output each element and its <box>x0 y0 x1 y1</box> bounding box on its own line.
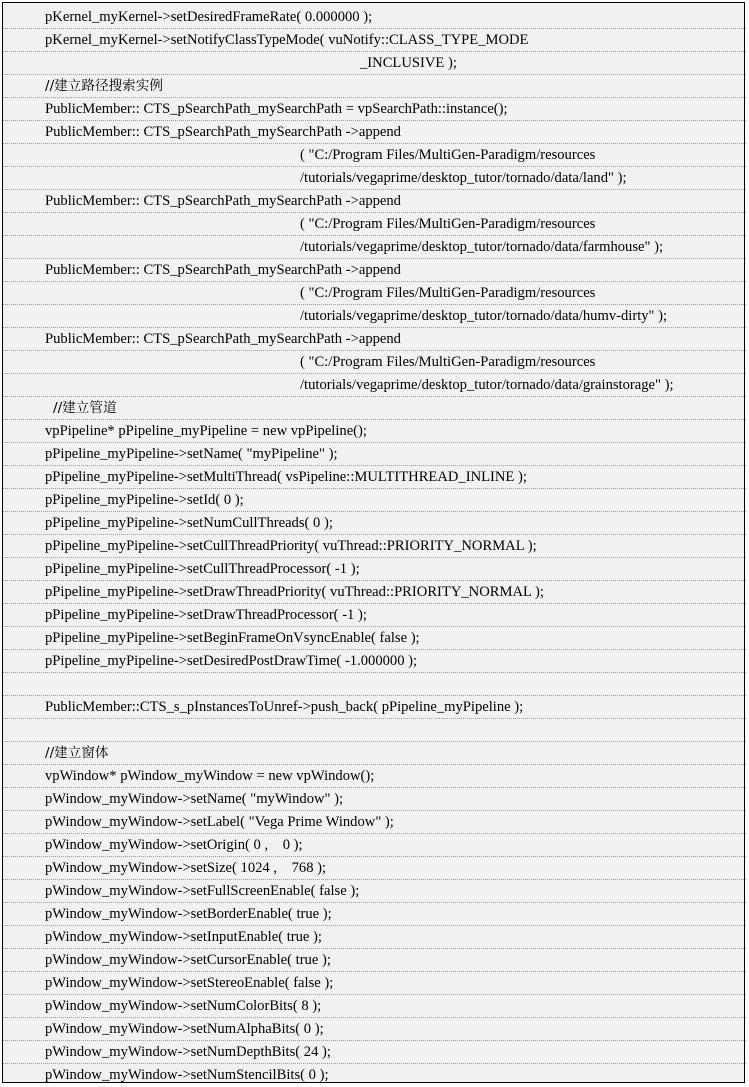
code-line <box>3 259 746 282</box>
code-listing-frame <box>2 2 745 1083</box>
code-line <box>3 765 746 788</box>
code-text: ( "C:/Program Files/MultiGen-Paradigm/resources <box>300 354 596 370</box>
code-text: pWindow_myWindow->setBorderEnable( true ); <box>45 906 332 922</box>
code-line <box>3 581 746 604</box>
code-line <box>3 282 746 305</box>
code-line <box>3 903 746 926</box>
code-line <box>3 673 746 696</box>
code-lines <box>3 6 746 1087</box>
code-text: pWindow_myWindow->setLabel( "Vega Prime Window" ); <box>45 814 394 830</box>
code-line <box>3 6 746 29</box>
code-text: _INCLUSIVE ); <box>360 55 457 71</box>
code-line <box>3 627 746 650</box>
code-line <box>3 788 746 811</box>
code-text: pWindow_myWindow->setOrigin( 0 , 0 ); <box>45 837 303 853</box>
code-text: pWindow_myWindow->setNumDepthBits( 24 ); <box>45 1044 331 1060</box>
code-text: pWindow_myWindow->setFullScreenEnable( false ); <box>45 883 360 899</box>
code-text: pPipeline_myPipeline->setName( "myPipeline" ); <box>45 446 338 462</box>
code-line <box>3 972 746 995</box>
code-text: pPipeline_myPipeline->setDesiredPostDrawTime( -1.000000 ); <box>45 653 418 669</box>
code-comment: //建立窗体 <box>45 745 109 761</box>
code-text: pWindow_myWindow->setCursorEnable( true ); <box>45 952 331 968</box>
code-line <box>3 834 746 857</box>
code-line <box>3 489 746 512</box>
code-text: pWindow_myWindow->setNumColorBits( 8 ); <box>45 998 322 1014</box>
code-line <box>3 949 746 972</box>
code-line <box>3 397 746 420</box>
code-line <box>3 880 746 903</box>
code-line <box>3 144 746 167</box>
code-line <box>3 535 746 558</box>
code-line <box>3 328 746 351</box>
code-line <box>3 995 746 1018</box>
code-line <box>3 857 746 880</box>
code-text: PublicMember:: CTS_pSearchPath_mySearchPath ->append <box>45 193 401 209</box>
code-line <box>3 420 746 443</box>
code-line <box>3 443 746 466</box>
code-line <box>3 811 746 834</box>
code-line <box>3 305 746 328</box>
code-text: /tutorials/vegaprime/desktop_tutor/tornado/data/farmhouse" ); <box>300 239 664 255</box>
code-comment: //建立管道 <box>53 400 117 416</box>
code-text: vpWindow* pWindow_myWindow = new vpWindow(); <box>45 768 375 784</box>
code-text: pKernel_myKernel->setDesiredFrameRate( 0.000000 ); <box>45 9 373 25</box>
code-line <box>3 75 746 98</box>
code-line <box>3 98 746 121</box>
code-line <box>3 696 746 719</box>
code-text: pWindow_myWindow->setNumStencilBits( 0 ); <box>45 1067 329 1083</box>
code-line <box>3 190 746 213</box>
code-line <box>3 1018 746 1041</box>
code-text: pKernel_myKernel->setNotifyClassTypeMode( vuNotify::CLASS_TYPE_MODE <box>45 32 529 48</box>
code-text: pWindow_myWindow->setStereoEnable( false ); <box>45 975 334 991</box>
code-line <box>3 926 746 949</box>
code-text: pPipeline_myPipeline->setCullThreadPriority( vuThread::PRIORITY_NORMAL ); <box>45 538 537 554</box>
code-line <box>3 512 746 535</box>
code-text: /tutorials/vegaprime/desktop_tutor/tornado/data/humv-dirty" ); <box>300 308 668 324</box>
code-line <box>3 558 746 581</box>
code-text: PublicMember:: CTS_pSearchPath_mySearchPath ->append <box>45 262 401 278</box>
code-line <box>3 719 746 742</box>
code-line <box>3 604 746 627</box>
code-line <box>3 650 746 673</box>
code-text: pPipeline_myPipeline->setDrawThreadProcessor( -1 ); <box>45 607 367 623</box>
code-line <box>3 466 746 489</box>
code-line <box>3 29 746 52</box>
code-text: /tutorials/vegaprime/desktop_tutor/tornado/data/grainstorage" ); <box>300 377 674 393</box>
code-text: PublicMember:: CTS_pSearchPath_mySearchPath ->append <box>45 331 401 347</box>
code-text: vpPipeline* pPipeline_myPipeline = new vpPipeline(); <box>45 423 367 439</box>
code-text: PublicMember::CTS_s_pInstancesToUnref->push_back( pPipeline_myPipeline ); <box>45 699 524 715</box>
code-text: pPipeline_myPipeline->setId( 0 ); <box>45 492 244 508</box>
code-line <box>3 236 746 259</box>
code-text: pWindow_myWindow->setNumAlphaBits( 0 ); <box>45 1021 324 1037</box>
code-line <box>3 1064 746 1087</box>
code-text: ( "C:/Program Files/MultiGen-Paradigm/resources <box>300 147 596 163</box>
code-text: PublicMember:: CTS_pSearchPath_mySearchPath = vpSearchPath::instance(); <box>45 101 508 117</box>
code-text: pPipeline_myPipeline->setCullThreadProcessor( -1 ); <box>45 561 360 577</box>
code-text: /tutorials/vegaprime/desktop_tutor/tornado/data/land" ); <box>300 170 627 186</box>
code-line <box>3 742 746 765</box>
code-text: ( "C:/Program Files/MultiGen-Paradigm/resources <box>300 285 596 301</box>
code-line <box>3 213 746 236</box>
code-text: PublicMember:: CTS_pSearchPath_mySearchPath ->append <box>45 124 401 140</box>
code-line <box>3 374 746 397</box>
code-text: pWindow_myWindow->setInputEnable( true ); <box>45 929 322 945</box>
code-text: pPipeline_myPipeline->setBeginFrameOnVsyncEnable( false ); <box>45 630 420 646</box>
code-text: pPipeline_myPipeline->setNumCullThreads( 0 ); <box>45 515 333 531</box>
code-line <box>3 52 746 75</box>
code-text: pPipeline_myPipeline->setDrawThreadPriority( vuThread::PRIORITY_NORMAL ); <box>45 584 544 600</box>
code-text: pPipeline_myPipeline->setMultiThread( vsPipeline::MULTITHREAD_INLINE ); <box>45 469 527 485</box>
code-text: pWindow_myWindow->setName( "myWindow" ); <box>45 791 344 807</box>
code-line <box>3 1041 746 1064</box>
code-text: ( "C:/Program Files/MultiGen-Paradigm/resources <box>300 216 596 232</box>
code-line <box>3 121 746 144</box>
code-line <box>3 351 746 374</box>
code-text: pWindow_myWindow->setSize( 1024 , 768 ); <box>45 860 327 876</box>
code-comment: //建立路径搜索实例 <box>45 78 163 94</box>
code-line <box>3 167 746 190</box>
